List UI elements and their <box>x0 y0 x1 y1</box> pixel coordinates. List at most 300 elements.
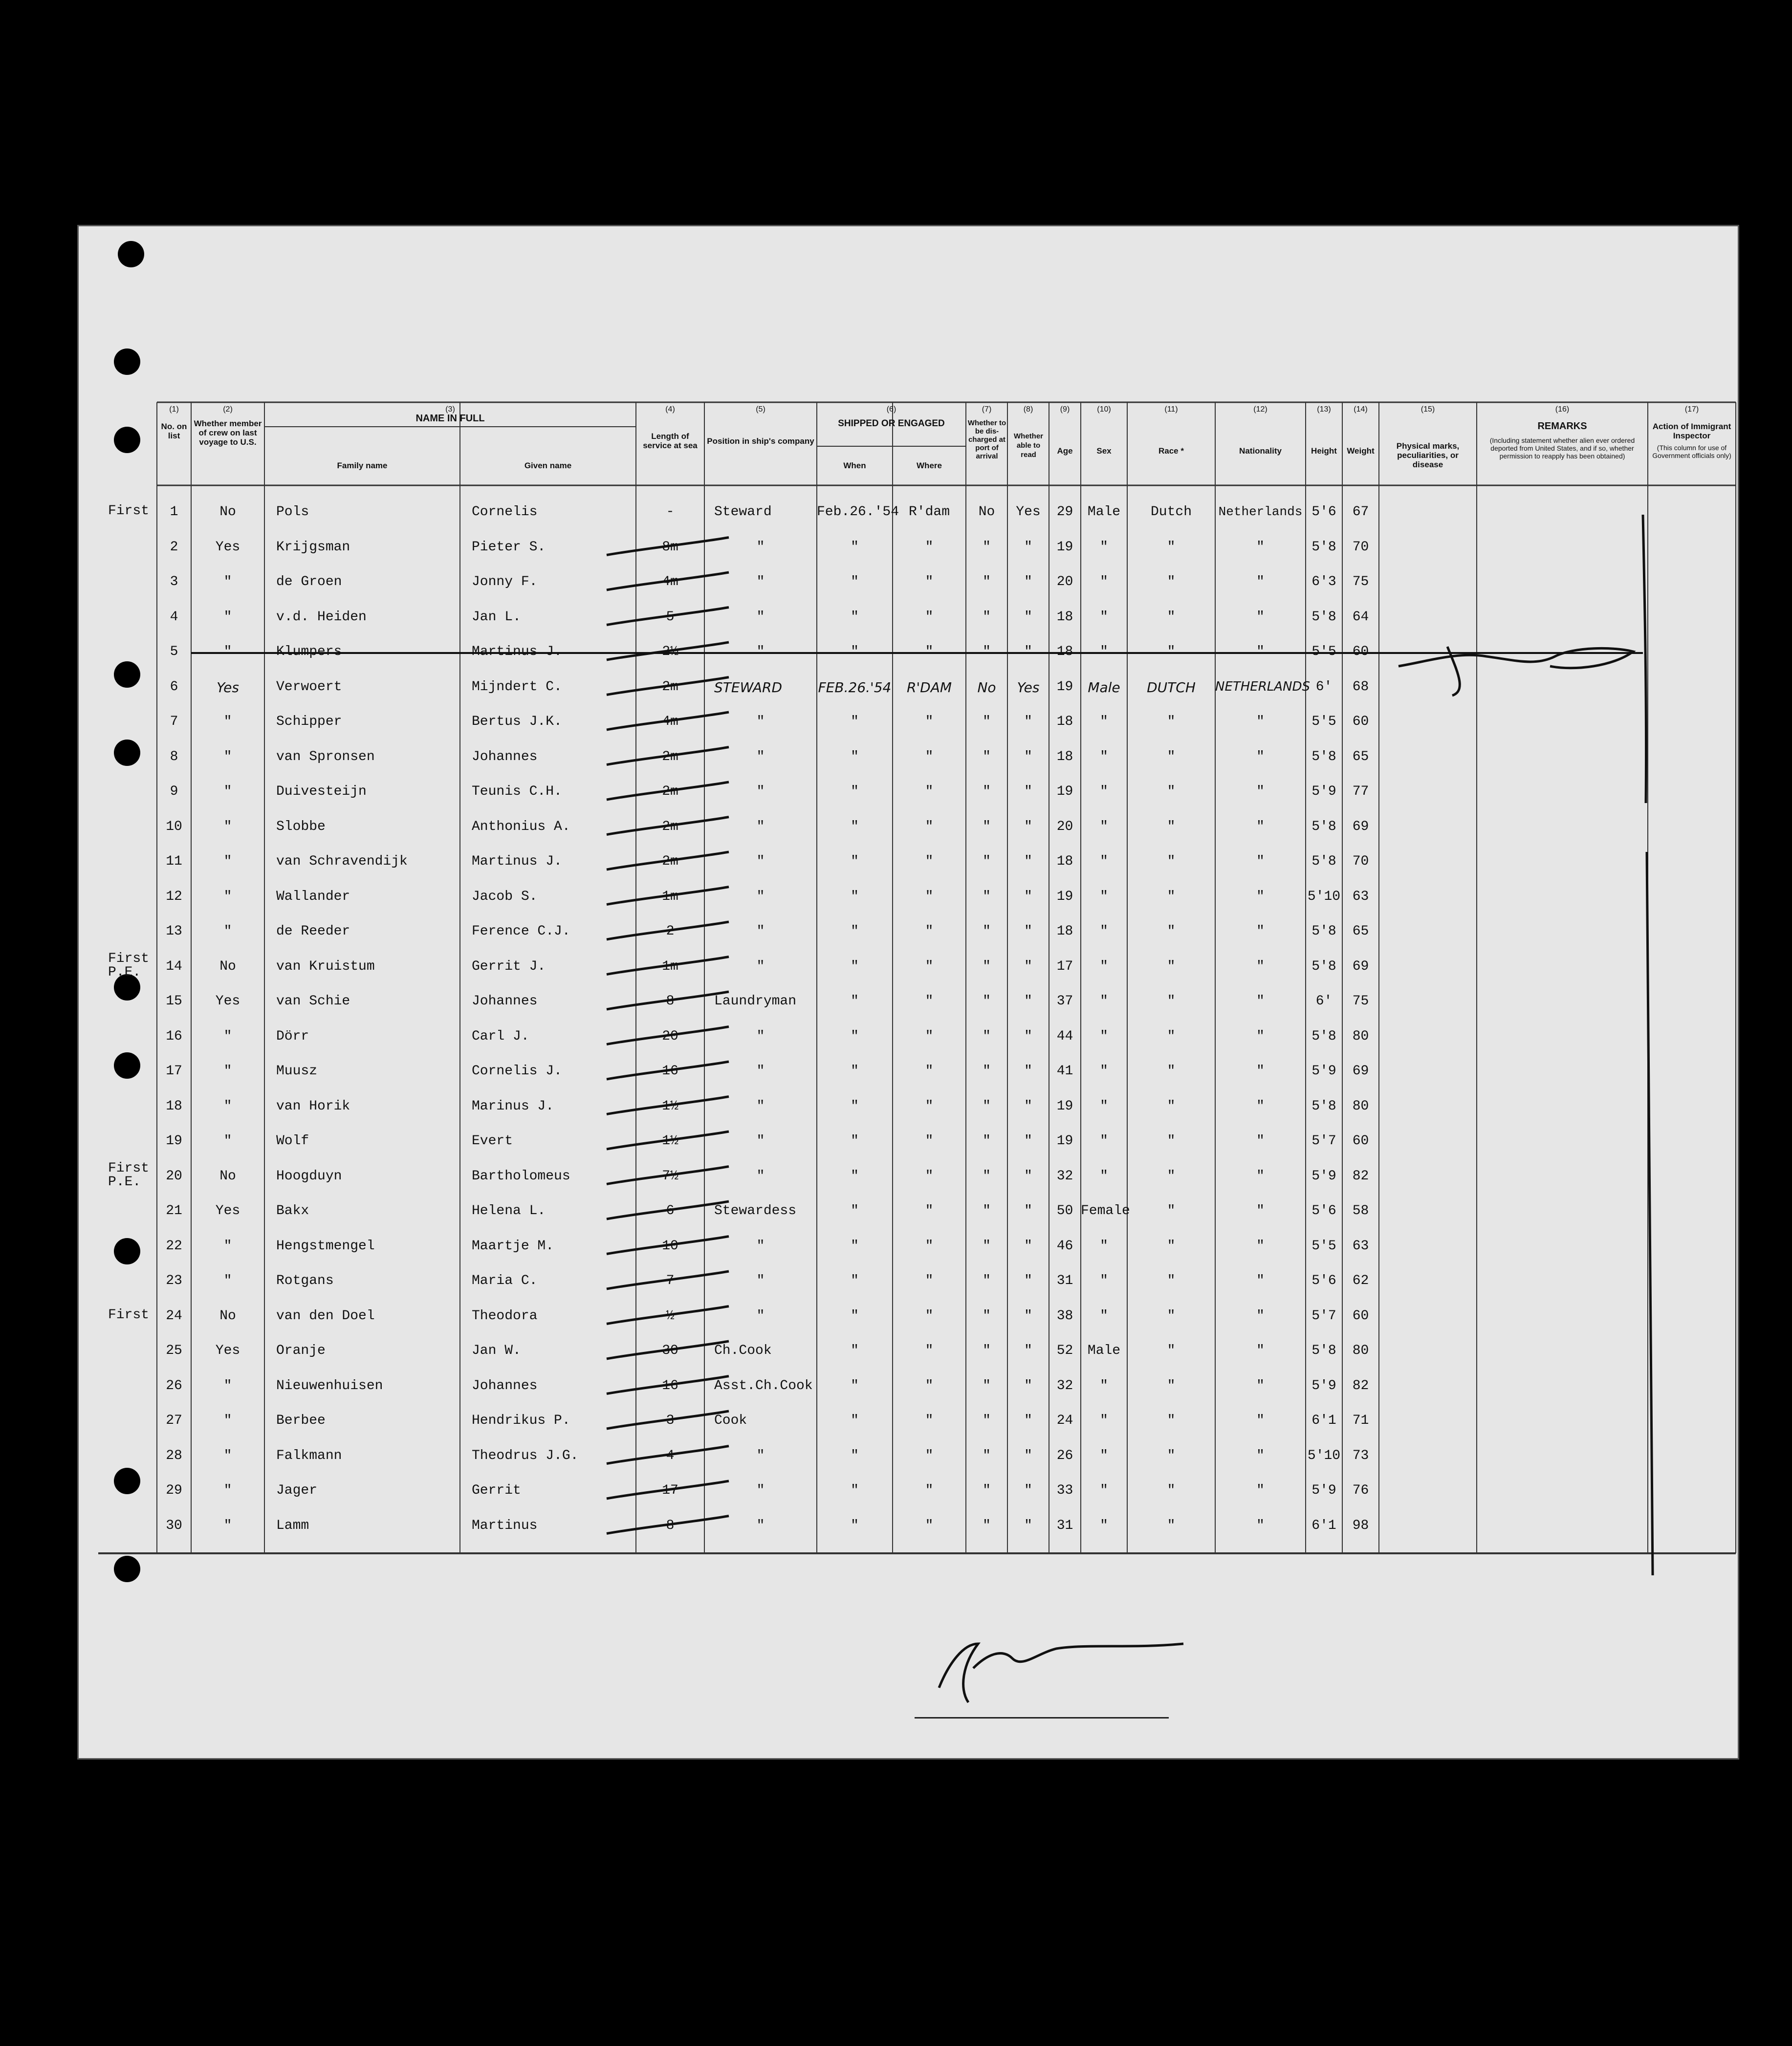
cell-sex: " <box>1100 1098 1108 1114</box>
header-no-on-list: No. on list <box>161 422 187 440</box>
cell-where: " <box>925 1483 934 1499</box>
header-discharged: Whether to be dis-charged at port of arrival <box>967 419 1006 460</box>
cell-w: 69 <box>1352 819 1369 834</box>
cell-c4: 2m <box>662 679 678 695</box>
cell-no: 8 <box>170 749 178 764</box>
cell-c8: " <box>1024 539 1032 555</box>
cell-no: 19 <box>166 1133 182 1149</box>
cell-when: " <box>851 749 859 764</box>
cell-given: Maartje M. <box>472 1238 554 1254</box>
cell-age: 18 <box>1056 714 1073 730</box>
cell-c2: " <box>223 574 232 590</box>
cell-nat: " <box>1256 749 1265 764</box>
cell-family: Dörr <box>276 1028 309 1044</box>
cell-c8: " <box>1024 1518 1032 1533</box>
cell-nat: " <box>1256 644 1265 660</box>
cell-c8: " <box>1024 1343 1032 1359</box>
cell-race: " <box>1167 539 1176 555</box>
cell-c5: " <box>756 1273 765 1289</box>
cell-no: 20 <box>166 1168 182 1184</box>
cell-given: Jacob S. <box>472 889 538 904</box>
cell-c2: " <box>223 1378 232 1393</box>
cell-race: " <box>1167 1483 1176 1499</box>
cell-c8: " <box>1024 714 1032 730</box>
cell-race: " <box>1167 644 1176 660</box>
cell-race: " <box>1167 924 1176 939</box>
cell-race: " <box>1167 714 1176 730</box>
cell-family: Wolf <box>276 1133 309 1149</box>
cell-sex: " <box>1100 1518 1108 1533</box>
cell-c5: " <box>756 819 765 834</box>
cell-when: " <box>851 539 859 555</box>
cell-c4: 16 <box>662 1378 678 1393</box>
cell-c2: " <box>223 1098 232 1114</box>
cell-c7: " <box>983 1343 991 1359</box>
cell-c8: Yes <box>1017 679 1040 696</box>
cell-age: 26 <box>1056 1448 1073 1463</box>
cell-race: " <box>1167 1413 1176 1429</box>
cell-w: 70 <box>1352 854 1369 870</box>
cell-h: 5'8 <box>1311 749 1336 764</box>
cell-given: Martinus <box>472 1518 538 1533</box>
column-number: (8) <box>1023 405 1033 414</box>
cell-c2: " <box>223 1518 232 1533</box>
cell-age: 18 <box>1056 854 1073 870</box>
cell-sex: " <box>1100 819 1108 834</box>
inspector-line <box>915 1717 1169 1719</box>
column-number: (7) <box>982 405 992 414</box>
cell-nat: " <box>1256 958 1265 974</box>
cell-no: 13 <box>166 924 182 939</box>
cell-c5: " <box>756 1483 765 1499</box>
cell-c5: " <box>756 854 765 870</box>
cell-no: 2 <box>170 539 178 555</box>
cell-where: " <box>925 1098 934 1114</box>
cell-h: 5'9 <box>1311 1168 1336 1184</box>
cell-given: Jonny F. <box>472 574 538 590</box>
cell-c5: " <box>756 714 765 730</box>
cell-given: Helena L. <box>472 1203 546 1219</box>
cell-nat: " <box>1256 1343 1265 1359</box>
cell-h: 5'6 <box>1311 1273 1336 1289</box>
cell-c4: 30 <box>662 1343 678 1359</box>
cell-c2: " <box>223 1028 232 1044</box>
cell-where: " <box>925 1378 934 1393</box>
cell-c7: " <box>983 819 991 834</box>
cell-age: 33 <box>1056 1483 1073 1499</box>
header-prior-voyage: Whether member of crew on last voyage to U.S. <box>194 419 262 447</box>
header-shipped: SHIPPED OR ENGAGED <box>838 418 945 429</box>
column-number: (15) <box>1420 405 1435 414</box>
cell-w: 60 <box>1352 644 1369 660</box>
cell-c5: " <box>756 1238 765 1254</box>
cell-c4: 10 <box>662 1238 678 1254</box>
cell-c5: Stewardess <box>714 1203 797 1219</box>
cell-family: Wallander <box>276 889 350 904</box>
cell-no: 11 <box>166 854 182 870</box>
cell-no: 23 <box>166 1273 182 1289</box>
cell-no: 28 <box>166 1448 182 1463</box>
cell-sex: " <box>1100 574 1108 590</box>
cell-c7: " <box>983 1483 991 1499</box>
cell-family: Hoogduyn <box>276 1168 342 1184</box>
cell-c2: Yes <box>217 679 239 696</box>
cell-c7: " <box>983 994 991 1009</box>
cell-age: 37 <box>1056 994 1073 1009</box>
cell-h: 5'10 <box>1307 1448 1341 1463</box>
cell-w: 70 <box>1352 539 1369 555</box>
cell-sex: " <box>1100 1413 1108 1429</box>
cell-c8: " <box>1024 1238 1032 1254</box>
cell-no: 29 <box>166 1483 182 1499</box>
cell-where: " <box>925 1203 934 1219</box>
cell-c8: " <box>1024 609 1032 625</box>
cell-w: 63 <box>1352 1238 1369 1254</box>
cell-no: 10 <box>166 819 182 834</box>
cell-c5: " <box>756 958 765 974</box>
cell-age: 20 <box>1056 819 1073 834</box>
cell-when: " <box>851 1273 859 1289</box>
cell-sex: " <box>1100 1064 1108 1079</box>
cell-w: 58 <box>1352 1203 1369 1219</box>
cell-nat: " <box>1256 714 1265 730</box>
cell-family: van Horik <box>276 1098 350 1114</box>
cell-c4: 2 <box>666 924 675 939</box>
cell-sex: " <box>1100 1308 1108 1324</box>
cell-given: Theodora <box>472 1308 538 1324</box>
cell-given: Pieter S. <box>472 539 546 555</box>
cell-c8: " <box>1024 1448 1032 1463</box>
cell-family: Berbee <box>276 1413 326 1429</box>
cell-h: 6'1 <box>1311 1518 1336 1533</box>
column-number: (1) <box>169 405 179 414</box>
cell-nat: Netherlands <box>1218 504 1303 520</box>
cell-h: 6'1 <box>1311 1413 1336 1429</box>
cell-c7: " <box>983 1238 991 1254</box>
cell-family: v.d. Heiden <box>276 609 367 625</box>
cell-age: 44 <box>1056 1028 1073 1044</box>
cell-h: 6'3 <box>1311 574 1336 590</box>
cell-nat: " <box>1256 539 1265 555</box>
cell-c5: " <box>756 644 765 660</box>
cell-given: Cornelis J. <box>472 1064 562 1079</box>
cell-sex: " <box>1100 994 1108 1009</box>
cell-given: Gerrit <box>472 1483 521 1499</box>
cell-sex: " <box>1100 539 1108 555</box>
cell-sex: " <box>1100 1238 1108 1254</box>
cell-family: Jager <box>276 1483 318 1499</box>
cell-h: 5'5 <box>1311 714 1336 730</box>
cell-c7: " <box>983 1378 991 1393</box>
cell-w: 63 <box>1352 889 1369 904</box>
cell-sex: " <box>1100 889 1108 904</box>
cell-where: " <box>925 1133 934 1149</box>
cell-no: 16 <box>166 1028 182 1044</box>
cell-sex: " <box>1100 924 1108 939</box>
cell-no: 6 <box>170 679 178 695</box>
cell-c7: " <box>983 889 991 904</box>
cell-c2: " <box>223 644 232 660</box>
cell-c7: " <box>983 1448 991 1463</box>
header-action-note: (This column for use of Government officials only) <box>1652 444 1731 459</box>
cell-c8: " <box>1024 1378 1032 1393</box>
cell-c8: " <box>1024 994 1032 1009</box>
cell-c8: " <box>1024 889 1032 904</box>
cell-c2: Yes <box>215 994 240 1009</box>
cell-given: Teunis C.H. <box>472 784 562 800</box>
cell-c4: 1½ <box>662 1133 678 1149</box>
cell-nat: " <box>1256 1168 1265 1184</box>
cell-age: 31 <box>1056 1273 1073 1289</box>
cell-h: 5'9 <box>1311 1483 1336 1499</box>
column-number: (12) <box>1253 405 1268 414</box>
cell-where: " <box>925 609 934 625</box>
cell-h: 5'5 <box>1311 1238 1336 1254</box>
cell-family: van den Doel <box>276 1308 375 1324</box>
cell-when: " <box>851 1064 859 1079</box>
cell-family: van Spronsen <box>276 749 375 764</box>
cell-h: 5'6 <box>1311 1203 1336 1219</box>
cell-age: 19 <box>1056 1098 1073 1114</box>
cell-race: DUTCH <box>1147 679 1196 696</box>
cell-w: 62 <box>1352 1273 1369 1289</box>
cell-no: 30 <box>166 1518 182 1533</box>
cell-family: Muusz <box>276 1064 318 1079</box>
cell-nat: " <box>1256 1483 1265 1499</box>
cell-when: " <box>851 1448 859 1463</box>
cell-when: " <box>851 854 859 870</box>
cell-c4: 5 <box>666 609 675 625</box>
cell-w: 60 <box>1352 714 1369 730</box>
cell-c8: " <box>1024 924 1032 939</box>
cell-given: Johannes <box>472 749 538 764</box>
cell-h: 5'8 <box>1311 958 1336 974</box>
cell-race: " <box>1167 609 1176 625</box>
cell-c8: " <box>1024 1028 1032 1044</box>
cell-c2: Yes <box>215 539 240 555</box>
cell-given: Hendrikus P. <box>472 1413 570 1429</box>
cell-sex: " <box>1100 1133 1108 1149</box>
cell-h: 6' <box>1315 679 1333 695</box>
cell-given: Carl J. <box>472 1028 529 1044</box>
cell-race: " <box>1167 1098 1176 1114</box>
cell-c5: " <box>756 1028 765 1044</box>
cell-c2: " <box>223 1483 232 1499</box>
cell-sex: " <box>1100 644 1108 660</box>
cell-c4: 7½ <box>662 1168 678 1184</box>
cell-c2: No <box>219 1168 236 1184</box>
cell-pre: First <box>108 503 150 519</box>
cell-race: " <box>1167 1448 1176 1463</box>
cell-nat: " <box>1256 924 1265 939</box>
cell-no: 5 <box>170 644 178 660</box>
header-position: Position in ship's company <box>707 436 814 446</box>
cell-c5: " <box>756 1168 765 1184</box>
cell-where: " <box>925 1028 934 1044</box>
cell-no: 15 <box>166 994 182 1009</box>
cell-c2: " <box>223 1413 232 1429</box>
cell-sex: " <box>1100 1378 1108 1393</box>
column-number: (14) <box>1354 405 1368 414</box>
cell-race: " <box>1167 1028 1176 1044</box>
cell-nat: " <box>1256 1064 1265 1079</box>
cell-c8: " <box>1024 784 1032 800</box>
cell-c8: " <box>1024 1483 1032 1499</box>
cell-w: 98 <box>1352 1518 1369 1533</box>
column-number: (16) <box>1555 405 1570 414</box>
cell-c2: " <box>223 854 232 870</box>
cell-c7: " <box>983 1273 991 1289</box>
cell-nat: " <box>1256 1413 1265 1429</box>
action-line <box>1633 510 1662 1585</box>
cell-when: " <box>851 889 859 904</box>
cell-c4: 4 <box>666 1448 675 1463</box>
column-number: (5) <box>756 405 765 414</box>
cell-w: 73 <box>1352 1448 1369 1463</box>
cell-w: 64 <box>1352 609 1369 625</box>
cell-c5: " <box>756 889 765 904</box>
cell-when: Feb.26.'54 <box>817 504 899 520</box>
cell-where: " <box>925 994 934 1009</box>
cell-family: Hengstmengel <box>276 1238 375 1254</box>
cell-when: " <box>851 1378 859 1393</box>
header-name-in-full: NAME IN FULL <box>415 413 485 424</box>
header-remarks-note: (Including statement whether alien ever ordered deported from United States, and if so, whether permission to reapply has been obtained) <box>1489 436 1635 460</box>
cell-w: 68 <box>1352 679 1369 695</box>
cell-c8: " <box>1024 1413 1032 1429</box>
cell-when: " <box>851 994 859 1009</box>
header-physical: Physical marks, peculiarities, or disease <box>1396 441 1460 469</box>
cell-family: Verwoert <box>276 679 342 695</box>
cell-where: " <box>925 819 934 834</box>
cell-h: 5'7 <box>1311 1308 1336 1324</box>
cell-age: 46 <box>1056 1238 1073 1254</box>
cell-c2: " <box>223 784 232 800</box>
cell-w: 75 <box>1352 574 1369 590</box>
cell-where: " <box>925 749 934 764</box>
cell-age: 19 <box>1056 889 1073 904</box>
cell-where: R'DAM <box>906 679 952 696</box>
cell-given: Theodrus J.G. <box>472 1448 579 1463</box>
cell-c7: " <box>983 1308 991 1324</box>
header-able-read: Whether able to read <box>1014 432 1043 459</box>
cell-age: 19 <box>1056 784 1073 800</box>
cell-h: 5'8 <box>1311 539 1336 555</box>
cell-where: " <box>925 1518 934 1533</box>
cell-race: " <box>1167 1238 1176 1254</box>
cell-h: 5'8 <box>1311 1343 1336 1359</box>
cell-c4: 16 <box>662 1064 678 1079</box>
column-number: (4) <box>665 405 675 414</box>
cell-no: 9 <box>170 784 178 800</box>
cell-c4: 1m <box>662 889 678 904</box>
cell-given: Bartholomeus <box>472 1168 570 1184</box>
cell-where: " <box>925 1308 934 1324</box>
cell-c8: " <box>1024 574 1032 590</box>
cell-h: 5'7 <box>1311 1133 1336 1149</box>
cell-c7: " <box>983 854 991 870</box>
cell-family: Pols <box>276 504 309 520</box>
cell-no: 24 <box>166 1308 182 1324</box>
header-where: Where <box>917 461 942 470</box>
cell-c2: " <box>223 889 232 904</box>
cell-c2: " <box>223 609 232 625</box>
cell-age: 31 <box>1056 1518 1073 1533</box>
cell-c2: " <box>223 819 232 834</box>
cell-given: Maria C. <box>472 1273 538 1289</box>
cell-c4: 4m <box>662 574 678 590</box>
cell-race: " <box>1167 784 1176 800</box>
cell-when: " <box>851 1308 859 1324</box>
cell-c5: Ch.Cook <box>714 1343 772 1359</box>
cell-c8: " <box>1024 1133 1032 1149</box>
cell-age: 32 <box>1056 1378 1073 1393</box>
cell-c8: " <box>1024 854 1032 870</box>
cell-where: " <box>925 1273 934 1289</box>
cell-c5: " <box>756 1448 765 1463</box>
cell-c5: " <box>756 609 765 625</box>
cell-c4: 3 <box>666 1413 675 1429</box>
column-number: (11) <box>1164 405 1178 414</box>
cell-nat: " <box>1256 1378 1265 1393</box>
header-length-service: Length of service at sea <box>643 432 698 450</box>
cell-age: 17 <box>1056 958 1073 974</box>
cell-c8: " <box>1024 1064 1032 1079</box>
cell-c4: 2m <box>662 819 678 834</box>
cell-given: Ference C.J. <box>472 924 570 939</box>
cell-c2: Yes <box>215 1343 240 1359</box>
cell-family: Oranje <box>276 1343 326 1359</box>
cell-given: Anthonius A. <box>472 819 570 834</box>
cell-sex: " <box>1100 1273 1108 1289</box>
cell-c5: " <box>756 539 765 555</box>
cell-sex: " <box>1100 1448 1108 1463</box>
cell-nat: " <box>1256 1518 1265 1533</box>
cell-c7: " <box>983 574 991 590</box>
cell-nat: " <box>1256 609 1265 625</box>
cell-age: 18 <box>1056 749 1073 764</box>
cell-when: " <box>851 574 859 590</box>
cell-sex: " <box>1100 609 1108 625</box>
cell-no: 17 <box>166 1064 182 1079</box>
cell-race: " <box>1167 854 1176 870</box>
cell-c4: 17 <box>662 1483 678 1499</box>
cell-pre: First <box>108 1307 150 1323</box>
cell-h: 5'8 <box>1311 819 1336 834</box>
cell-where: " <box>925 574 934 590</box>
cell-c8: " <box>1024 1308 1032 1324</box>
cell-sex: " <box>1100 714 1108 730</box>
cell-given: Johannes <box>472 994 538 1009</box>
cell-no: 14 <box>166 958 182 974</box>
cell-race: " <box>1167 1378 1176 1393</box>
cell-c7: No <box>977 679 996 696</box>
cell-nat: " <box>1256 1133 1265 1149</box>
cell-race: " <box>1167 819 1176 834</box>
cell-when: " <box>851 1343 859 1359</box>
cell-c4: 8m <box>662 539 678 555</box>
cell-h: 5'8 <box>1311 1028 1336 1044</box>
cell-no: 4 <box>170 609 178 625</box>
cell-c5: " <box>756 924 765 939</box>
cell-c7: " <box>983 644 991 660</box>
cell-age: 18 <box>1056 609 1073 625</box>
cell-h: 5'8 <box>1311 1098 1336 1114</box>
cell-c7: " <box>983 924 991 939</box>
cell-w: 60 <box>1352 1133 1369 1149</box>
cell-sex: " <box>1100 1483 1108 1499</box>
cell-when: " <box>851 1413 859 1429</box>
